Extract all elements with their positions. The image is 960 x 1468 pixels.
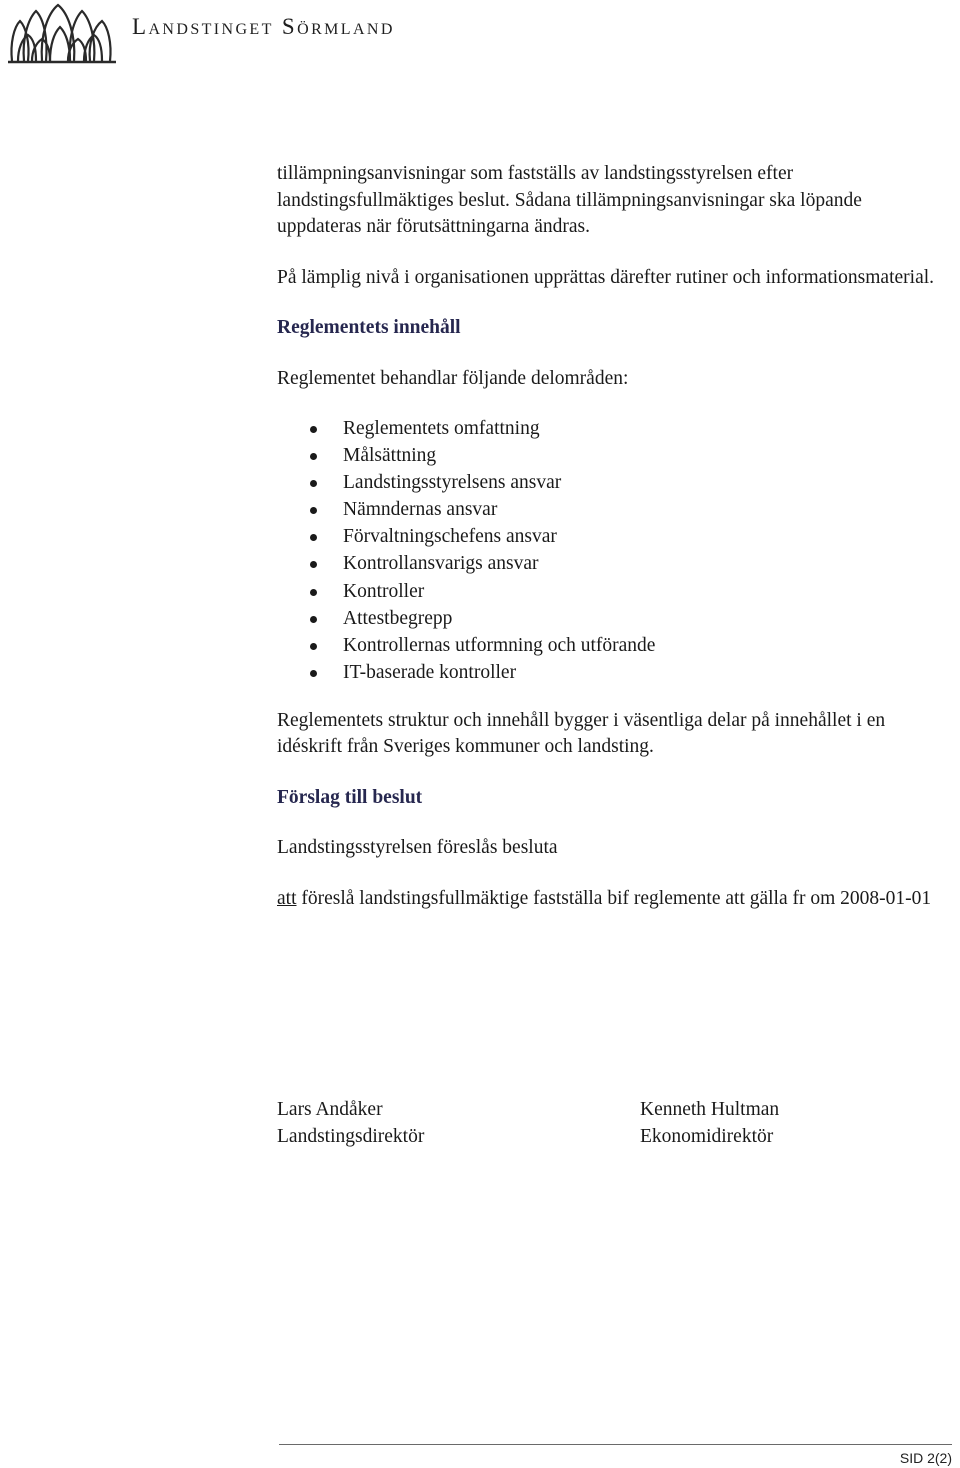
tulip-crown-logo-icon	[6, 3, 118, 65]
heading-content: Reglementets innehåll	[277, 317, 461, 338]
signature-left	[277, 1097, 424, 1150]
list-item: Reglementets omfattning	[277, 415, 949, 442]
paragraph-source: Reglementets struktur och innehåll bygger i väsentliga delar på innehållet i en idéskrift från Sveriges kommuner och landsting.	[277, 709, 886, 758]
list-item: Målsättning	[277, 442, 949, 469]
bullet-icon	[310, 426, 317, 433]
decision-text: föreslå landstingsfullmäktige fastställa bif reglemente att gälla fr om 2008-01-01	[296, 887, 932, 909]
bullet-icon	[310, 453, 317, 460]
bullet-icon	[310, 480, 317, 487]
paragraph-decision-lead: Landstingsstyrelsen föreslås besluta	[277, 837, 558, 859]
bullet-icon	[310, 589, 317, 596]
signatory-name: Kenneth Hultman	[640, 1099, 780, 1120]
list-item: Attestbegrepp	[277, 605, 949, 632]
paragraph-routines: På lämplig nivå i organisationen upprättas därefter rutiner och informationsmaterial.	[277, 266, 935, 288]
paragraph-guidelines: tillämpningsanvisningar som fastställs av landstingsstyrelsen efter landstingsfullmäktiges beslut. Sådana tillämpningsanvisningar ska löpande uppdateras när förutsättningarna ändras.	[277, 163, 862, 237]
bullet-icon	[310, 616, 317, 623]
heading-proposal: Förslag till beslut	[277, 786, 423, 808]
paragraph-intro: Reglementet behandlar följande delområden:	[277, 367, 629, 389]
page-number: SID 2(2)	[899, 1450, 952, 1466]
bullet-icon	[310, 561, 317, 568]
bullet-icon	[310, 507, 317, 514]
list-item: IT-baserade kontroller	[277, 659, 949, 686]
list-item: Kontroller	[277, 578, 949, 605]
decision-att: att	[277, 887, 297, 909]
bullet-icon	[310, 534, 317, 541]
list-item: Förvaltningschefens ansvar	[277, 523, 949, 550]
document-body	[277, 161, 949, 912]
subject-area-list	[277, 415, 949, 686]
signatory-title: Ekonomidirektör	[640, 1125, 774, 1147]
paragraph-decision	[277, 886, 949, 913]
list-item: Kontrollansvarigs ansvar	[277, 550, 949, 577]
bullet-icon	[310, 643, 317, 650]
list-item: Landstingsstyrelsens ansvar	[277, 469, 949, 496]
organization-name: Landstinget Sörmland	[132, 14, 395, 39]
footer-divider	[279, 1444, 952, 1445]
bullet-icon	[310, 670, 317, 677]
list-item: Kontrollernas utformning och utförande	[277, 632, 949, 659]
signatory-name: Lars Andåker	[277, 1099, 383, 1120]
signatory-title: Landstingsdirektör	[277, 1125, 425, 1147]
signature-right	[640, 1097, 779, 1150]
list-item: Nämndernas ansvar	[277, 496, 949, 523]
